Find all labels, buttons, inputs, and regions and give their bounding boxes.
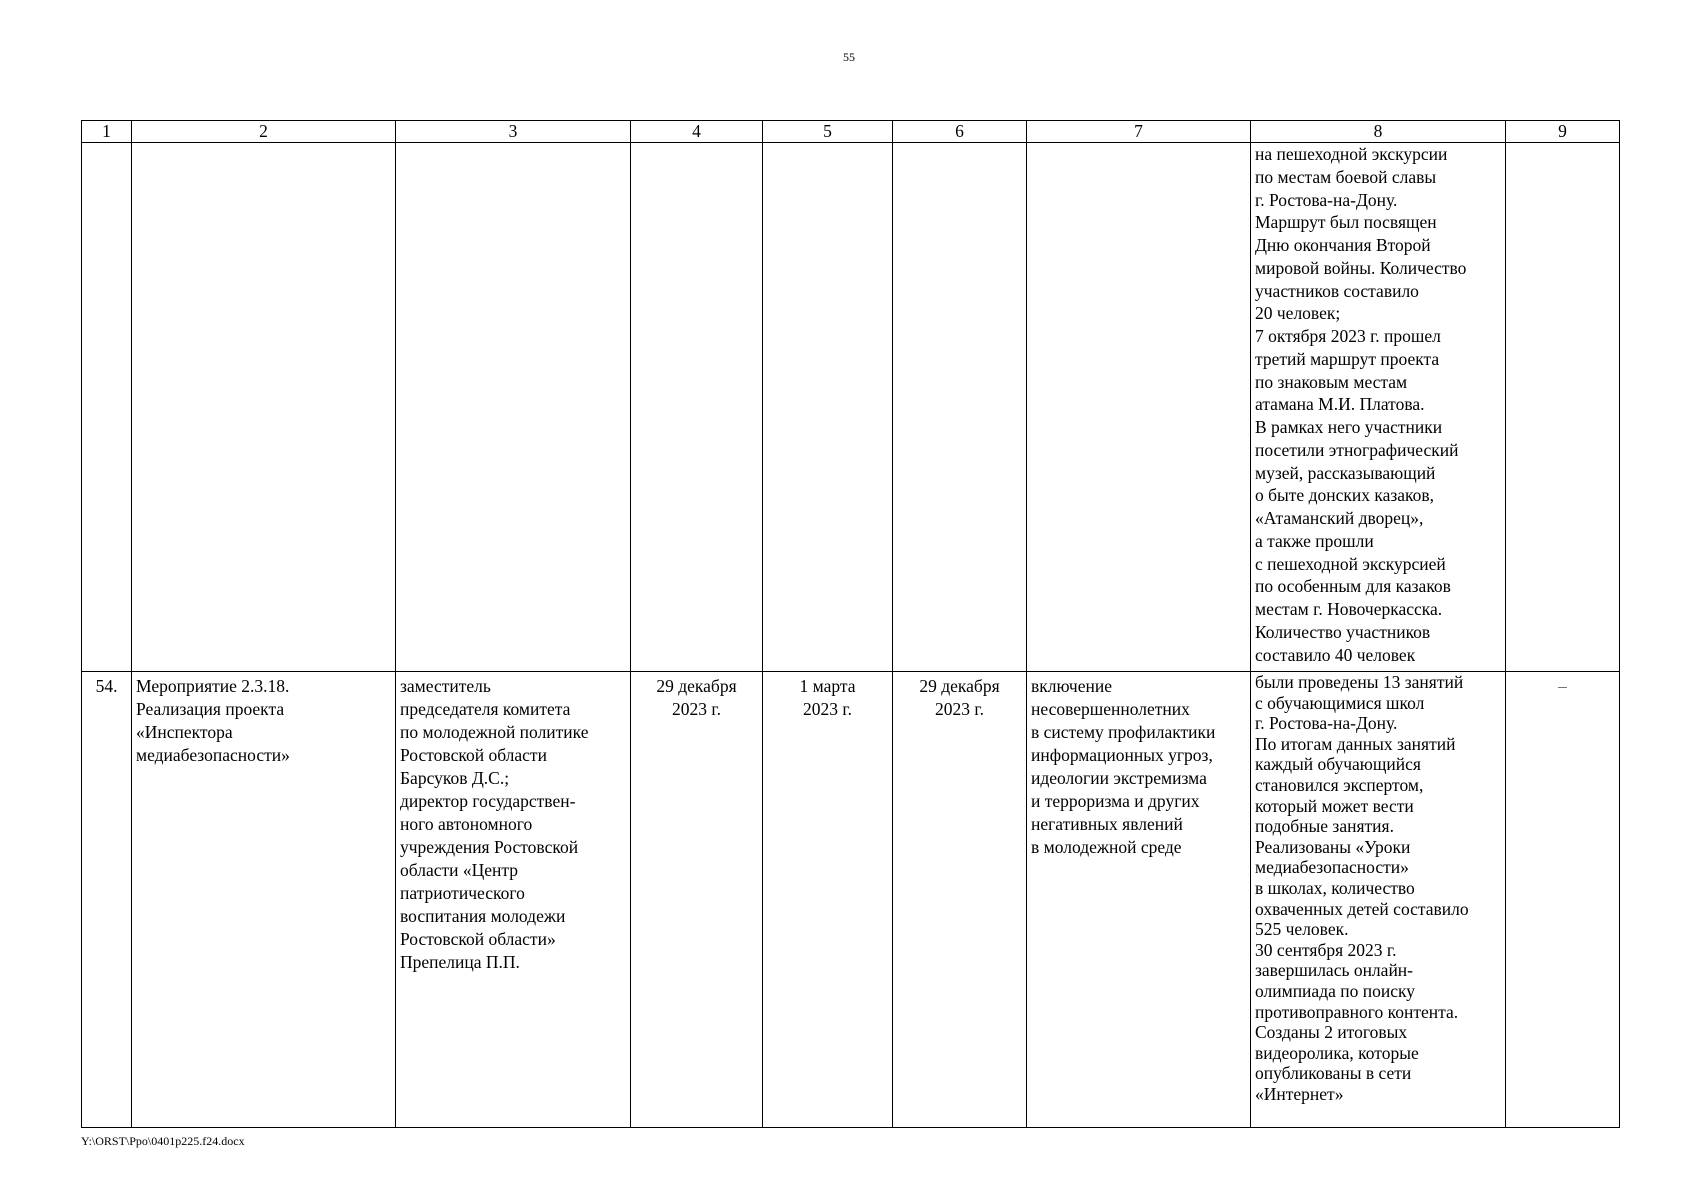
text-line: идеологии экстремизма	[1031, 768, 1207, 788]
column-number-2: 2	[132, 121, 396, 143]
text-line: учреждения Ростовской	[400, 837, 579, 857]
text-line: информационных угроз,	[1031, 745, 1213, 765]
text-line: Реализованы «Уроки	[1255, 836, 1411, 857]
cont-cell-3	[396, 143, 631, 672]
text-line: 2023 г.	[672, 699, 721, 719]
text-line: а также прошли	[1255, 530, 1374, 551]
actual-result-cell	[1251, 672, 1506, 1128]
text-line: составило 40 человек	[1255, 644, 1416, 665]
end-date-cell	[893, 672, 1027, 1128]
cont-cell-5	[763, 143, 893, 672]
text-line: Количество участников	[1255, 621, 1431, 642]
text-line: о быте донских казаков,	[1255, 485, 1435, 506]
text-line: в систему профилактики	[1031, 722, 1216, 742]
text-line: 20 человек;	[1255, 303, 1341, 324]
text-line: 2023 г.	[935, 699, 984, 719]
text-line: «Интернет»	[1255, 1083, 1344, 1104]
text-line: с обучающимися школ	[1255, 692, 1425, 713]
text-line: атамана М.И. Платова.	[1255, 394, 1425, 415]
column-number-1: 1	[82, 121, 132, 143]
text-line: видеоролика, которые	[1255, 1042, 1419, 1063]
text-line: с пешеходной экскурсией	[1255, 553, 1446, 574]
text-line: Мероприятие 2.3.18.	[136, 676, 290, 696]
column-number-9: 9	[1506, 121, 1620, 143]
text-line: включение	[1031, 676, 1112, 696]
text-line: опубликованы в сети	[1255, 1063, 1412, 1084]
text-line: по местам боевой славы	[1255, 166, 1437, 187]
text-line: в молодежной среде	[1031, 837, 1182, 857]
row-number: 54.	[82, 672, 132, 1128]
text-line: 2023 г.	[803, 699, 852, 719]
text-line: подобные занятия.	[1255, 816, 1394, 837]
text-line: каждый обучающийся	[1255, 754, 1421, 775]
text-line: г. Ростова-на-Дону.	[1255, 189, 1398, 210]
text-line: Ростовской области»	[400, 929, 556, 949]
text-line: музей, рассказывающий	[1255, 462, 1436, 483]
text-line: противоправного контента.	[1255, 1001, 1459, 1022]
text-line: Препелица П.П.	[400, 952, 520, 972]
column-number-3: 3	[396, 121, 631, 143]
column-number-5: 5	[763, 121, 893, 143]
cont-cell-4	[631, 143, 763, 672]
text-line: медиабезопасности»	[136, 745, 290, 765]
page-number: 55	[843, 50, 855, 64]
text-line: 1 марта	[799, 676, 856, 696]
continuation-row	[82, 143, 1620, 672]
text-line: Реализация проекта	[136, 699, 285, 719]
text-line: третий маршрут проекта	[1255, 348, 1440, 369]
text-line: завершилась онлайн-	[1255, 960, 1413, 981]
text-line: председателя комитета	[400, 699, 571, 719]
text-line: 29 декабря	[919, 676, 1000, 696]
cont-cell-1	[82, 143, 132, 672]
text-line: были проведены 13 занятий	[1255, 672, 1464, 692]
text-line: по молодежной политике	[400, 722, 589, 742]
column-number-7: 7	[1027, 121, 1251, 143]
text-line: Барсуков Д.С.;	[400, 768, 510, 788]
text-line: Ростовской области	[400, 745, 547, 765]
text-line: 525 человек.	[1255, 919, 1349, 940]
column-number-6: 6	[893, 121, 1027, 143]
text-line: и терроризма и других	[1031, 791, 1200, 811]
text-line: директор государствен-	[400, 791, 576, 811]
table-row	[82, 672, 1620, 1128]
text-line: патриотического	[400, 883, 525, 903]
text-line: «Инспектора	[136, 722, 233, 742]
text-line: посетили этнографический	[1255, 439, 1459, 460]
text-line: По итогам данных занятий	[1255, 733, 1456, 754]
expected-result-cell	[1027, 672, 1251, 1128]
text-line: несовершеннолетних	[1031, 699, 1190, 719]
text-line: участников составило	[1255, 280, 1419, 301]
cont-cell-9	[1506, 143, 1620, 672]
text-line: негативных явлений	[1031, 814, 1183, 834]
text-line: в школах, количество	[1255, 877, 1415, 898]
text-line: охваченных детей составило	[1255, 898, 1469, 919]
text-line: ного автономного	[400, 814, 533, 834]
text-line: на пешеходной экскурсии	[1255, 144, 1448, 164]
text-line: местам г. Новочеркасска.	[1255, 599, 1443, 619]
planned-date-cell	[631, 672, 763, 1128]
text-line: который может вести	[1255, 795, 1414, 816]
cont-result-cell	[1251, 143, 1506, 672]
text-line: по знаковым местам	[1255, 371, 1408, 392]
text-line: мировой войны. Количество	[1255, 257, 1467, 278]
text-line: В рамках него участники	[1255, 417, 1443, 437]
text-line: 29 декабря	[656, 676, 737, 696]
text-line: области «Центр	[400, 860, 519, 880]
text-line: «Атаманский дворец»,	[1255, 508, 1424, 528]
column-number-4: 4	[631, 121, 763, 143]
text-line: олимпиада по поиску	[1255, 980, 1415, 1001]
text-line: заместитель	[400, 676, 491, 696]
text-line: воспитания молодежи	[400, 906, 566, 926]
cont-cell-6	[893, 143, 1027, 672]
column-number-row	[82, 121, 1620, 143]
cont-cell-2	[132, 143, 396, 672]
text-line: 30 сентября 2023 г.	[1255, 939, 1397, 960]
text-line: Маршрут был посвящен	[1255, 212, 1437, 233]
cont-cell-7	[1027, 143, 1251, 672]
text-line: Созданы 2 итоговых	[1255, 1022, 1408, 1043]
responsible-cell	[396, 672, 631, 1128]
text-line: становился экспертом,	[1255, 774, 1424, 795]
event-name-cell	[132, 672, 396, 1128]
column-number-8: 8	[1251, 121, 1506, 143]
text-line: Дню окончания Второй	[1255, 235, 1431, 255]
notes-cell: –	[1506, 672, 1620, 1128]
text-line: 7 октября 2023 г. прошел	[1255, 326, 1441, 346]
report-table	[81, 120, 1620, 1128]
text-line: по особенным для казаков	[1255, 576, 1451, 597]
file-path-footer: Y:\ORST\Ppo\0401p225.f24.docx	[81, 1134, 245, 1148]
text-line: медиабезопасности»	[1255, 857, 1409, 878]
start-date-cell	[763, 672, 893, 1128]
text-line: г. Ростова-на-Дону.	[1255, 713, 1398, 734]
